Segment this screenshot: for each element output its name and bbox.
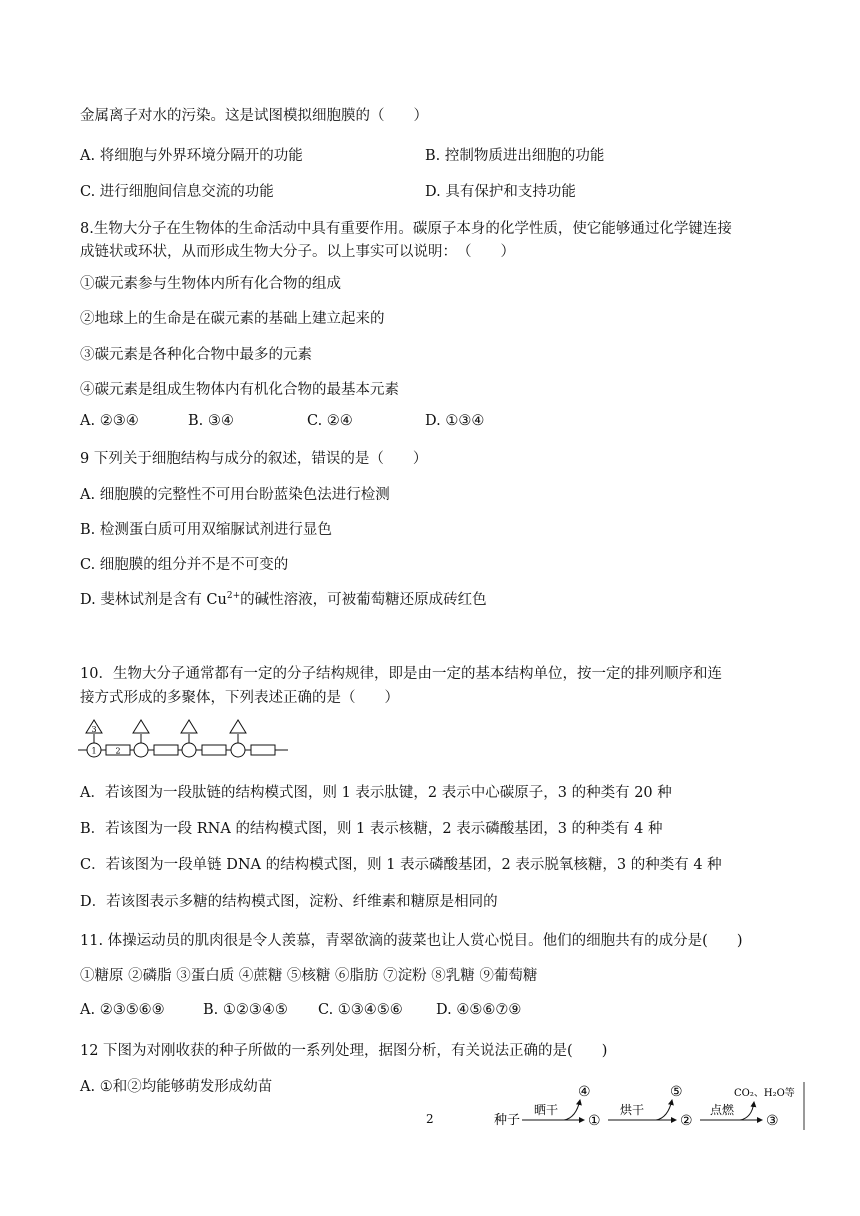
- q11-option-a: A. ②③⑤⑥⑨: [80, 1002, 165, 1018]
- q11-option-d: D. ④⑤⑥⑦⑨: [436, 1002, 522, 1018]
- circle-unit-4: [231, 743, 245, 757]
- q11-stem: 11. 体操运动员的肌肉很是令人羡慕，青翠欲滴的菠菜也让人赏心悦目。他们的细胞共有的成分是( ): [80, 933, 743, 949]
- flow-node-5: ⑤: [670, 1084, 683, 1100]
- flow-node-3: ③: [766, 1113, 779, 1129]
- q9-option-a: A. 细胞膜的完整性不可用台盼蓝染色法进行检测: [80, 487, 390, 503]
- triangle-monomer-4: [230, 720, 246, 743]
- rect-unit-3: [202, 745, 226, 755]
- circle-unit-3: [182, 743, 196, 757]
- q8-option-b: B. ③④: [188, 413, 234, 429]
- q8-statement-1: ①碳元素参与生物体内所有化合物的组成: [80, 276, 341, 292]
- flow-node-1: ①: [588, 1113, 601, 1129]
- triangle-monomer-2: [133, 720, 149, 743]
- q7-option-d: D. 具有保护和支持功能: [425, 184, 576, 200]
- flow-node-4: ④: [578, 1084, 591, 1100]
- q7-option-c: C. 进行细胞间信息交流的功能: [80, 184, 274, 200]
- rect-unit-4: [251, 745, 275, 755]
- seed-processing-flow-diagram: [490, 1078, 810, 1134]
- branch-arrow-gas: [740, 1102, 754, 1120]
- q9-stem: 9 下列关于细胞结构与成分的叙述，错误的是（ ）: [80, 451, 428, 467]
- q8-statement-4: ④碳元素是组成生物体内有机化合物的最基本元素: [80, 382, 399, 398]
- label-3: 3: [91, 725, 97, 734]
- q10-stem-line1: 10．生物大分子通常都有一定的分子结构规律，即是由一定的基本结构单位，按一定的排列顺序和连: [80, 666, 722, 682]
- q11-items: ①糖原 ②磷脂 ③蛋白质 ④蔗糖 ⑤核糖 ⑥脂肪 ⑦淀粉 ⑧乳糖 ⑨葡萄糖: [80, 968, 538, 984]
- q9-option-d: D. 斐林试剂是含有 $Cu^{2+}$的碱性溶液，可被葡萄糖还原成砖红色: [80, 591, 487, 608]
- triangle-monomer-3: [181, 720, 197, 743]
- label-1: 1: [91, 746, 97, 756]
- q10-stem-line2: 接方式形成的多聚体，下列表述正确的是（ ）: [80, 690, 399, 706]
- q9-option-b: B. 检测蛋白质可用双缩脲试剂进行显色: [80, 522, 332, 538]
- q9-option-c: C. 细胞膜的组分并不是不可变的: [80, 557, 289, 573]
- q12-stem: 12 下图为对刚收获的种子所做的一系列处理，据图分析，有关说法正确的是( ): [80, 1043, 608, 1059]
- q10-option-b: B．若该图为一段 RNA 的结构模式图，则 1 表示核糖，2 表示磷酸基团，3 的种类有 4 种: [80, 821, 663, 837]
- q8-option-c: C. ②④: [307, 413, 353, 429]
- q8-statement-3: ③碳元素是各种化合物中最多的元素: [80, 347, 312, 363]
- q12-option-a: A. ①和②均能够萌发形成幼苗: [80, 1079, 273, 1095]
- q8-statement-2: ②地球上的生命是在碳元素的基础上建立起来的: [80, 311, 385, 327]
- flow-step-sun-dry: 晒干: [534, 1103, 559, 1117]
- q7-option-b: B. 控制物质进出细胞的功能: [425, 148, 605, 164]
- q7-stem-tail: 金属离子对水的污染。这是试图模拟细胞膜的（ ）: [80, 108, 428, 124]
- flow-step-ignite: 点燃: [710, 1103, 735, 1117]
- polymer-chain-diagram: [78, 716, 294, 760]
- flow-gas-products: CO₂、H₂O等: [734, 1088, 795, 1099]
- q11-option-c: C. ①③④⑤⑥: [318, 1002, 403, 1018]
- q10-option-a: A．若该图为一段肽链的结构模式图，则 1 表示肽键，2 表示中心碳原子，3 的种类有 20 种: [80, 785, 672, 801]
- q10-option-d: D．若该图表示多糖的结构模式图，淀粉、纤维素和糖原是相同的: [80, 894, 498, 910]
- circle-unit-2: [134, 743, 148, 757]
- q8-option-a: A. ②③④: [80, 413, 139, 429]
- flow-step-oven-dry: 烘干: [620, 1103, 645, 1117]
- q10-option-c: C．若该图为一段单链 DNA 的结构模式图，则 1 表示磷酸基团，2 表示脱氧核糖，3 的种类有 4 种: [80, 857, 722, 873]
- q8-option-d: D. ①③④: [425, 413, 485, 429]
- page-number: 2: [426, 1112, 434, 1126]
- q11-option-b: B. ①②③④⑤: [203, 1002, 288, 1018]
- q8-stem-line1: 8.生物大分子在生物体的生命活动中具有重要作用。碳原子本身的化学性质，使它能够通过化学键连接: [80, 221, 732, 237]
- q8-stem-line2: 成链状或环状，从而形成生物大分子。以上事实可以说明： （ ）: [80, 244, 515, 260]
- branch-arrow-4: [564, 1100, 580, 1120]
- flow-node-2: ②: [680, 1113, 693, 1129]
- label-2: 2: [115, 746, 121, 756]
- branch-arrow-5: [656, 1100, 672, 1120]
- flow-start-seed: 种子: [494, 1113, 521, 1128]
- rect-unit-2: [154, 745, 178, 755]
- q7-option-a: A. 将细胞与外界环境分隔开的功能: [80, 148, 303, 164]
